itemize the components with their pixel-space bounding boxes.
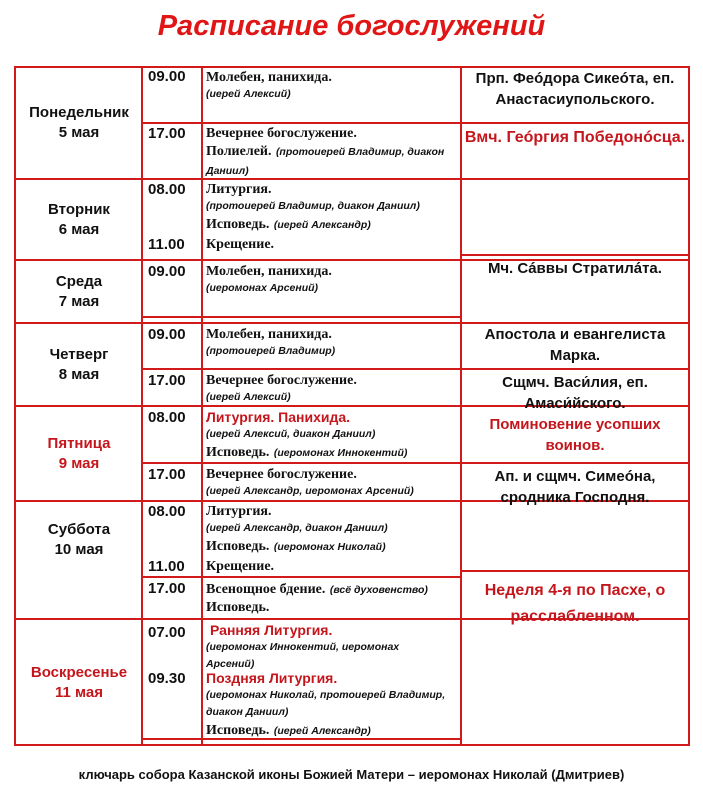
day-friday <box>16 407 142 500</box>
day-thursday <box>16 324 142 405</box>
service-title: Крещение. <box>206 559 275 574</box>
service-time: 08.00 <box>148 503 186 520</box>
day-name: Понедельник <box>29 104 129 121</box>
service-entry <box>206 409 458 462</box>
service-clergy: (иеромонах Николай, протоиерей Владимир, диакон Даниил) <box>206 689 446 718</box>
service-clergy: (протоиерей Владимир) <box>206 345 336 357</box>
service-time: 08.00 <box>148 409 186 426</box>
service-clergy: (иерей Алексий) <box>206 88 291 100</box>
service-time: 11.00 <box>148 558 185 575</box>
service-entry <box>206 181 458 234</box>
service-time: 17.00 <box>148 372 186 389</box>
service-clergy: (иерей Алексий) <box>206 391 291 403</box>
service-entry <box>206 125 458 180</box>
service-title: Крещение. <box>206 237 275 252</box>
day-date: 8 мая <box>58 365 100 383</box>
service-clergy: (иерей Алексий, диакон Даниил) <box>206 428 376 440</box>
service-time: 09.00 <box>148 326 186 343</box>
service-time: 17.00 <box>148 466 186 483</box>
service-entry <box>206 580 458 616</box>
row-divider <box>141 316 462 318</box>
service-clergy: (иеромонах Арсений) <box>206 282 319 294</box>
saint-commemoration: Апостола и евангелиста Марка. <box>484 326 666 364</box>
service-clergy: (всё духовенство) <box>329 584 428 596</box>
service-time: 09.30 <box>148 670 186 687</box>
service-entry <box>206 326 458 360</box>
service-title: Литургия. <box>206 504 272 519</box>
row-divider <box>460 254 690 256</box>
day-name: Воскресенье <box>30 664 128 681</box>
service-title: Вечернее богослужение. <box>206 373 357 388</box>
service-entry <box>206 466 458 500</box>
service-time: 09.00 <box>148 263 186 280</box>
day-saturday <box>16 502 142 578</box>
memorial-note: Поминовение усопших воинов. <box>489 416 661 454</box>
day-date: 5 мая <box>58 124 100 141</box>
service-entry <box>206 503 458 556</box>
service-clergy: (протоиерей Владимир, диакон Даниил) <box>206 200 420 212</box>
service-clergy: (иеромонах Иннокентий) <box>273 447 408 459</box>
saint-commemoration: Мч. Сáввы Стратилáта. <box>488 260 662 277</box>
service-title: Всенощное бдение. <box>206 582 326 597</box>
service-entry <box>206 69 458 103</box>
footer-signature: ключарь собора Казанской иконы Божией Матери – иеромонах Николай (Дмитриев) <box>78 767 625 782</box>
service-title: Литургия. <box>206 182 272 197</box>
day-monday <box>16 68 142 178</box>
day-date: 10 мая <box>54 541 104 558</box>
service-title: Вечернее богослужение. <box>206 126 357 141</box>
service-title: Полиелей. <box>206 144 272 159</box>
service-title: Поздняя Литургия. <box>206 670 338 686</box>
service-title: Литургия. Панихида. <box>206 409 351 425</box>
day-tuesday <box>16 180 142 259</box>
day-date: 11 мая <box>54 684 104 701</box>
service-time: 08.00 <box>148 181 186 198</box>
service-clergy: (иерей Александр, диакон Даниил) <box>206 522 388 534</box>
service-clergy: (иеромонах Иннокентий, иеромонах Арсений) <box>206 641 400 670</box>
day-sunday <box>16 620 142 746</box>
service-entry <box>206 236 458 253</box>
day-name: Вторник <box>48 200 110 218</box>
service-title: Молебен, панихида. <box>206 70 332 85</box>
service-title: Молебен, панихида. <box>206 264 332 279</box>
day-name: Суббота <box>47 521 111 538</box>
sunday-title: Неделя 4-я по Пасхе, о расслабленном. <box>484 582 666 625</box>
row-divider <box>141 122 690 124</box>
saint-commemoration: Ап. и сщмч. Симеóна, сродника Господня. <box>494 468 656 506</box>
service-time: 07.00 <box>148 624 186 641</box>
service-time: 11.00 <box>148 236 185 253</box>
row-divider <box>141 576 462 578</box>
page-title: Расписание богослужений <box>157 10 546 42</box>
service-clergy: (протоиерей Владимир, диакон Даниил) <box>206 146 445 177</box>
service-clergy: (иеромонах Николай) <box>273 541 386 553</box>
service-title: Исповедь. <box>206 445 270 460</box>
day-wednesday <box>16 261 142 322</box>
service-clergy: (иерей Александр, иеромонах Арсений) <box>206 485 414 497</box>
service-title: Исповедь. <box>206 723 270 738</box>
service-clergy: (иерей Александр) <box>273 725 371 737</box>
service-title: Исповедь. <box>206 600 270 615</box>
service-title: Исповедь. <box>206 539 270 554</box>
service-entry <box>206 263 458 297</box>
day-date: 9 мая <box>58 454 100 472</box>
service-entry <box>206 558 458 575</box>
service-title: Ранняя Литургия. <box>210 622 333 638</box>
day-date: 6 мая <box>58 220 100 238</box>
service-clergy: (иерей Александр) <box>273 219 371 231</box>
service-title: Молебен, панихида. <box>206 327 332 342</box>
service-title: Вечернее богослужение. <box>206 467 357 482</box>
saint-name: Сщмч. Васи́лия, еп. Амаси́йского. <box>502 374 648 412</box>
day-name: Среда <box>55 272 103 290</box>
saint-commemoration: Прп. Феóдора Сикеóта, еп. Анастасиупольского. <box>475 70 675 108</box>
service-time: 17.00 <box>148 580 186 597</box>
service-title: Исповедь. <box>206 217 270 232</box>
day-name: Четверг <box>49 345 109 363</box>
service-time: 17.00 <box>148 125 186 142</box>
day-name: Пятница <box>47 434 111 452</box>
service-time: 09.00 <box>148 68 186 85</box>
day-date: 7 мая <box>58 292 100 310</box>
service-entry <box>206 670 458 740</box>
service-entry <box>206 372 458 406</box>
row-divider <box>460 570 690 572</box>
service-entry <box>206 622 458 673</box>
row-divider <box>141 462 690 464</box>
row-divider <box>141 368 690 370</box>
saint-commemoration: Вмч. Геóргия Победонóсца. <box>464 129 686 146</box>
saint-commemoration <box>464 372 686 456</box>
